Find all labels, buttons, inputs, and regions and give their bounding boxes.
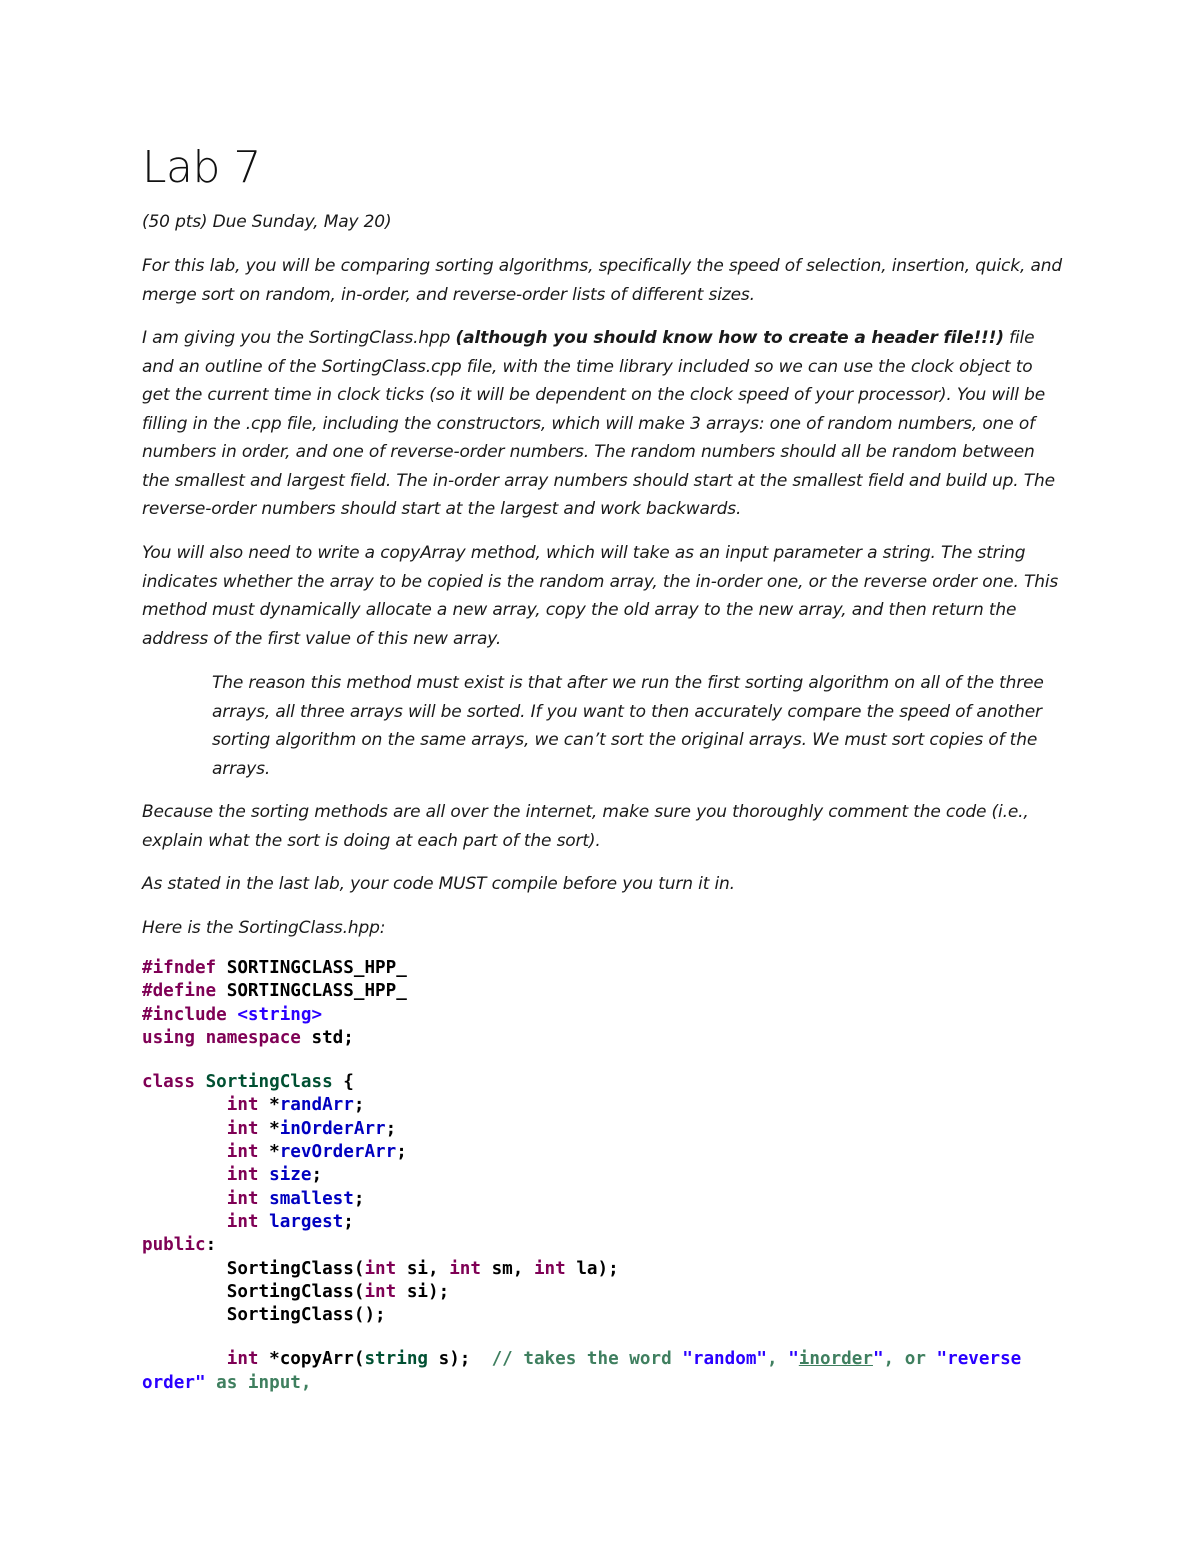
- code-line: int *randArr;: [226, 1095, 365, 1116]
- code-line: order" as input,: [142, 1372, 312, 1393]
- comment-paragraph: Because the sorting methods are all over the internet, make sure you thoroughly comment the code (i.e., explain what the sort is doing at each part of the sort).: [142, 802, 1029, 851]
- code-line: SortingClass(int si, int sm, int la);: [226, 1258, 619, 1279]
- copy-array-paragraph: You will also need to write a copyArray method, which will take as an input parameter a string. The string indicates whether the array to be copied is the random array, the in-order one, or the reverse order one. This method must dynamically allocate a new array, copy the old array to the new array, and then return the address of the first value of this new array.: [142, 543, 1059, 649]
- intro-paragraph: For this lab, you will be comparing sorting algorithms, specifically the speed of selection, insertion, quick, and merge sort on random, in-order, and reverse-order lists of different sizes.: [142, 256, 1062, 305]
- code-line: int largest;: [226, 1211, 354, 1232]
- code-line: int size;: [226, 1165, 323, 1186]
- code-line: using namespace std;: [142, 1027, 354, 1048]
- code-line: int *copyArr(string s); // takes the word "random", "inorder", or "reverse: [226, 1349, 1022, 1370]
- code-line: SortingClass();: [226, 1305, 386, 1326]
- code-line: int smallest;: [226, 1188, 365, 1209]
- code-line: public:: [142, 1235, 217, 1256]
- code-line: int *revOrderArr;: [226, 1142, 407, 1163]
- header-file-paragraph: I am giving you the SortingClass.hpp (although you should know how to create a header file!!!) file and an outline of the SortingClass.cpp file, with the time library included so we can use the clock object to get the current time in clock ticks (so it will be dependent on the clock speed of your processor). You will be filling in the .cpp file, including the constructors, which will make 3 arrays: one of random numbers, one of numbers in order, and one of reverse-order numbers. The random numbers should all be random between the smallest and largest field. The in-order array numbers should start at the smallest field and build up. The reverse-order numbers should start at the largest and work backwards.: [142, 328, 1055, 519]
- header-file-note: (although you should know how to create a header file!!!): [455, 328, 1004, 348]
- code-line: #include <string>: [142, 1004, 323, 1025]
- code-line: #define SORTINGCLASS_HPP_: [142, 981, 407, 1002]
- code-intro-line: Here is the SortingClass.hpp:: [142, 918, 386, 938]
- page-title: Lab 7: [142, 142, 261, 193]
- reason-paragraph: The reason this method must exist is that after we run the first sorting algorithm on all of the three arrays, all three arrays will be sorted. If you want to then accurately compare the speed of another sorting algorithm on the same arrays, we can’t sort the original arrays. We must sort copies of the arrays.: [212, 673, 1044, 779]
- code-block: [142, 957, 1042, 1395]
- code-line: class SortingClass {: [142, 1072, 354, 1093]
- due-date-line: (50 pts) Due Sunday, May 20): [142, 212, 392, 232]
- compile-paragraph: As stated in the last lab, your code MUST compile before you turn it in.: [142, 874, 735, 894]
- code-line: int *inOrderArr;: [226, 1118, 397, 1139]
- code-line: #ifndef SORTINGCLASS_HPP_: [142, 958, 407, 978]
- code-line: SortingClass(int si);: [226, 1281, 450, 1302]
